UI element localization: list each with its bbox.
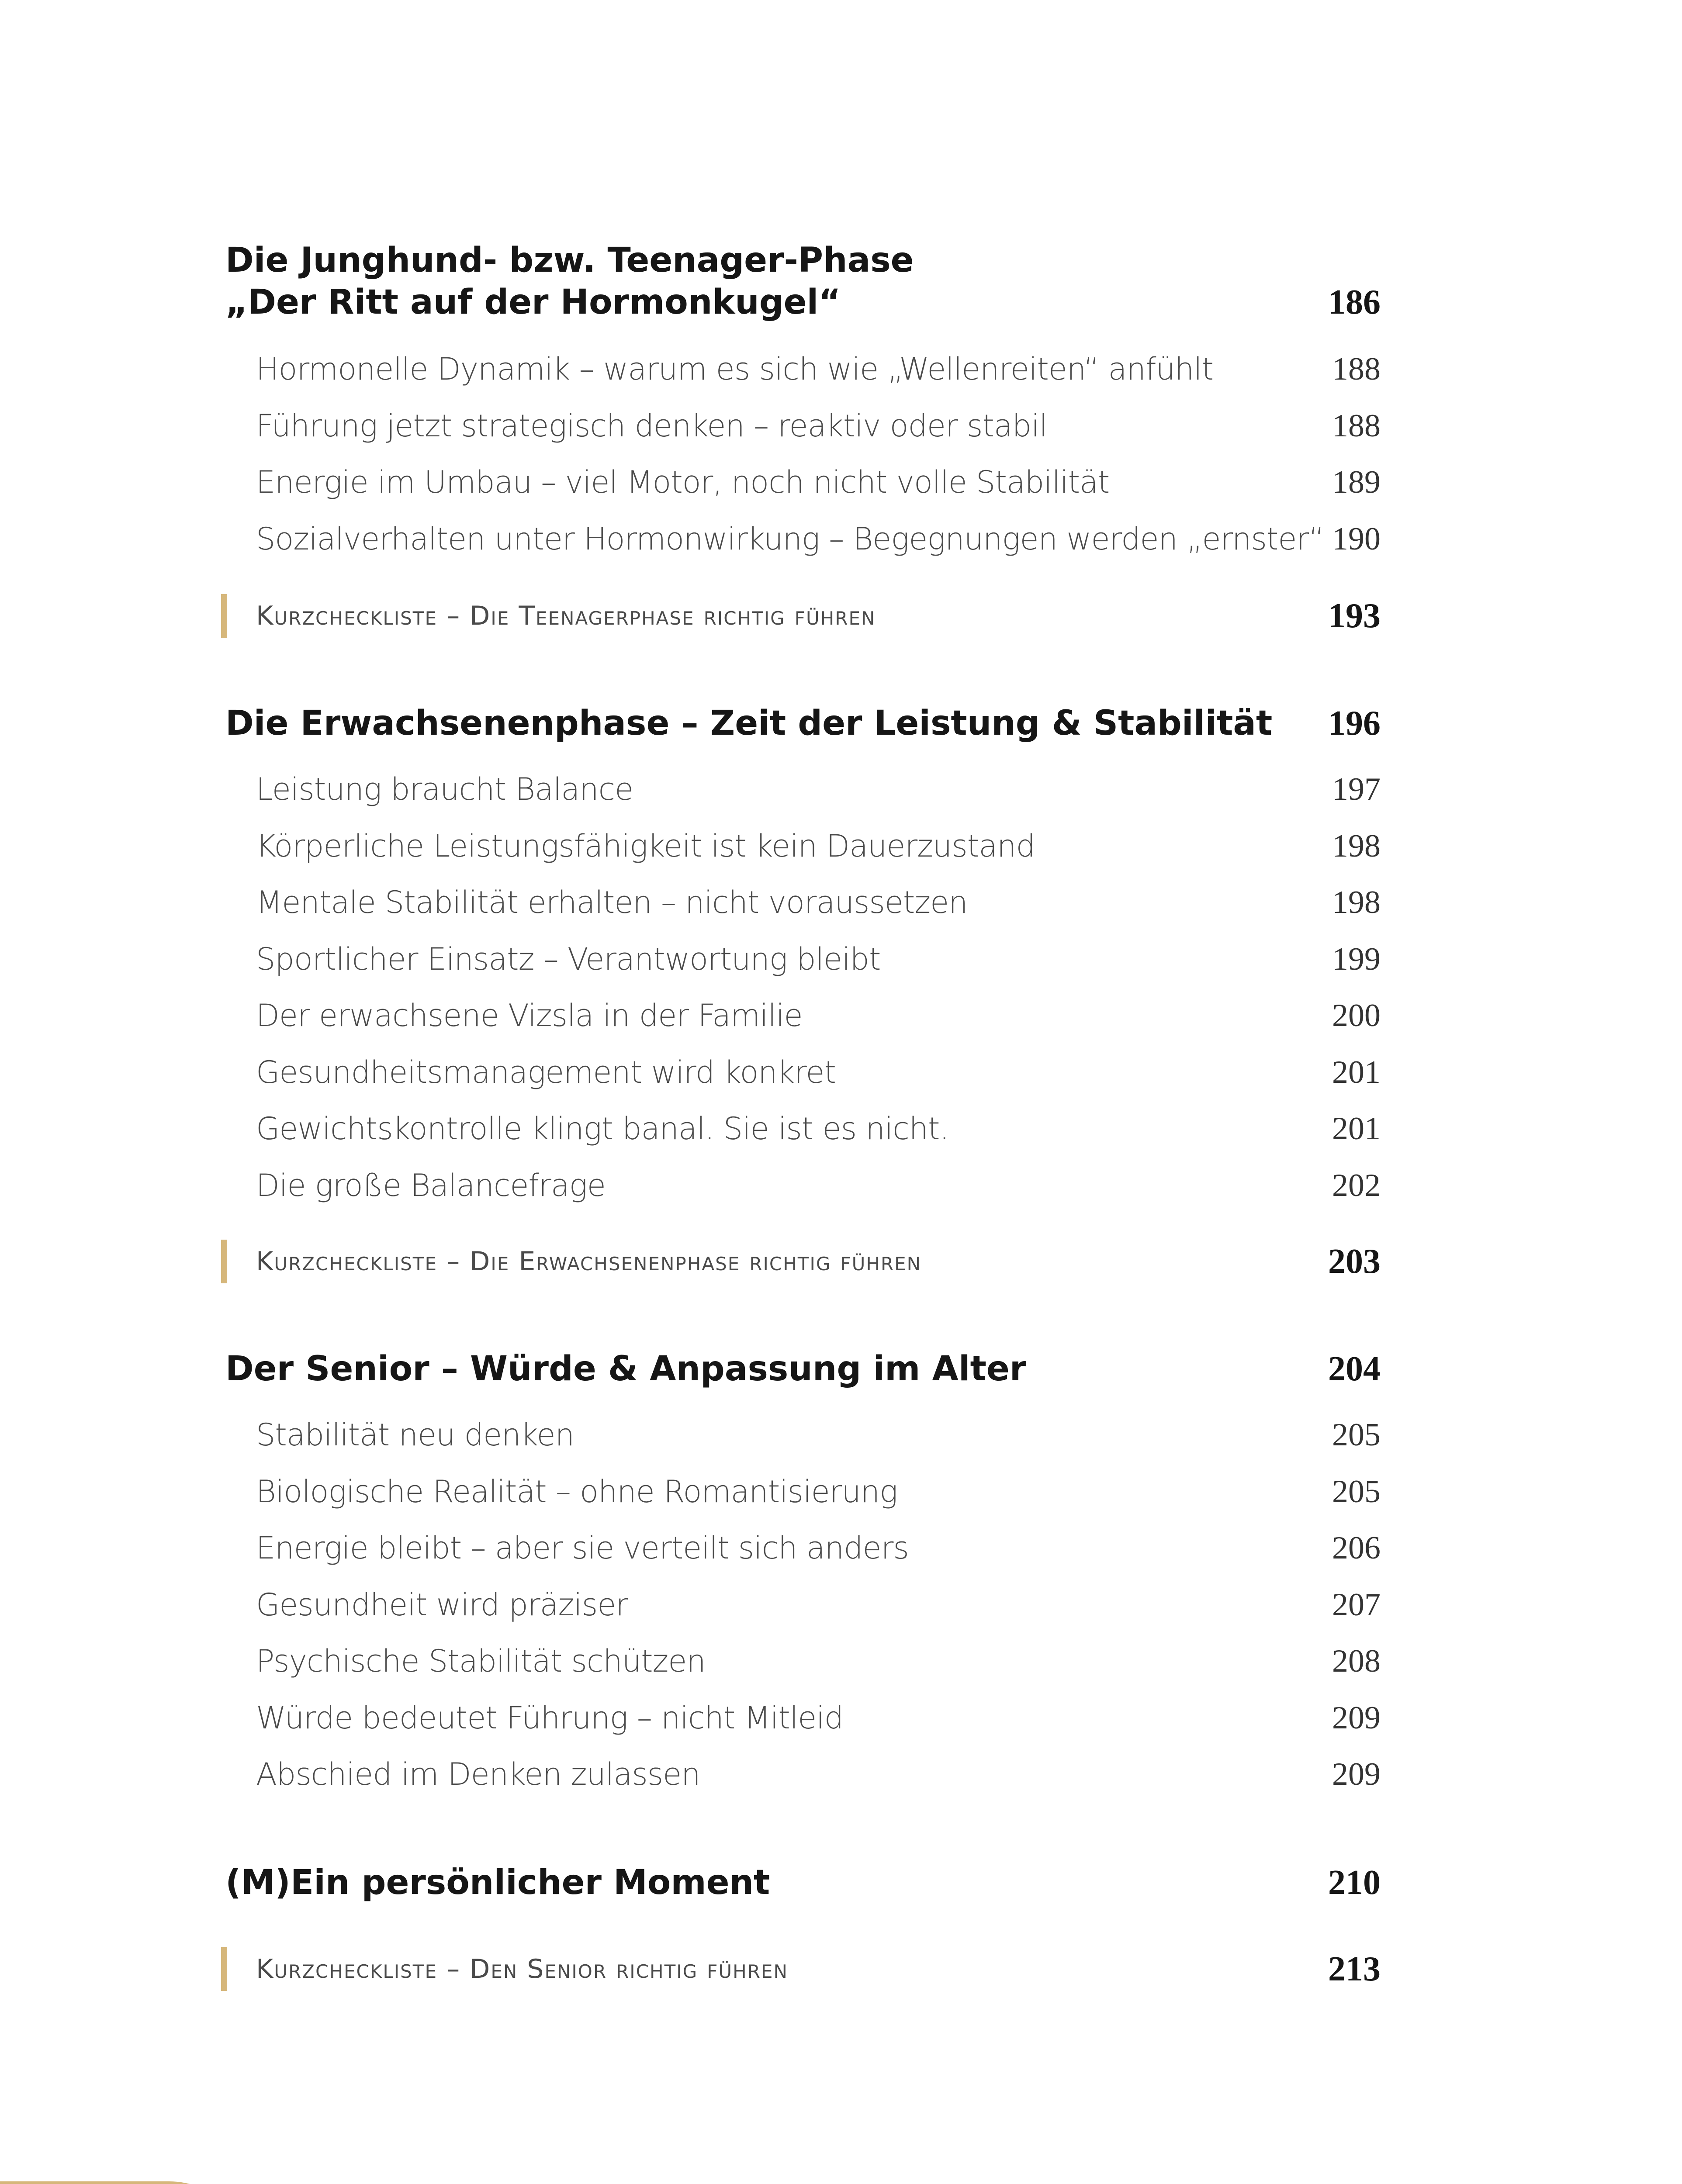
chapter-title: Die Erwachsenenphase – Zeit der Leistung & Stabilität [225, 704, 1273, 743]
subsection-page-number: 190 [1332, 521, 1381, 557]
chapter-title: (M)Ein persönlicher Moment [225, 1863, 770, 1902]
subsection-title: Die große Balancefrage [256, 1168, 606, 1203]
subsection-title: Mentale Stabilität erhalten – nicht voraussetzen [256, 885, 968, 920]
subsection-page-number: 198 [1332, 885, 1381, 920]
subsection-title: Abschied im Denken zulassen [256, 1756, 700, 1792]
checklist-accent-bar [221, 594, 227, 638]
subsection-page-number: 202 [1332, 1168, 1381, 1203]
subsection-page-number: 207 [1332, 1587, 1381, 1623]
chapter-page-number: 210 [1328, 1863, 1381, 1902]
checklist-title: Kurzcheckliste – Die Erwachsenenphase richtig führen [256, 1246, 922, 1277]
subsection-page-number: 197 [1332, 771, 1381, 807]
subsection-title: Energie bleibt – aber sie verteilt sich anders [256, 1530, 909, 1566]
subsection-page-number: 201 [1332, 1111, 1381, 1147]
subsection-page-number: 201 [1332, 1054, 1381, 1090]
subsection-title: Gesundheitsmanagement wird konkret [256, 1054, 836, 1090]
subsection-title: Biologische Realität – ohne Romantisierung [256, 1474, 898, 1510]
subsection-title: Sportlicher Einsatz – Verantwortung bleibt [256, 941, 881, 977]
checklist-title: Kurzcheckliste – Den Senior richtig führen [256, 1954, 788, 1984]
checklist-page-number: 193 [1328, 597, 1381, 635]
chapter-page-number: 204 [1328, 1350, 1381, 1388]
checklist-page-number: 203 [1328, 1242, 1381, 1281]
subsection-page-number: 189 [1332, 464, 1381, 500]
subsection-title: Hormonelle Dynamik – warum es sich wie „Wellenreiten“ anfühlt [256, 351, 1214, 387]
subsection-page-number: 200 [1332, 998, 1381, 1033]
subsection-title: Körperliche Leistungsfähigkeit ist kein Dauerzustand [256, 828, 1035, 864]
chapter-title: Die Junghund- bzw. Teenager-Phase [225, 241, 914, 280]
chapter-title: Der Senior – Würde & Anpassung im Alter [225, 1349, 1027, 1389]
subsection-title: Sozialverhalten unter Hormonwirkung – Begegnungen werden „ernster“ [256, 521, 1324, 557]
chapter-title-line2: „Der Ritt auf der Hormonkugel“ [225, 283, 841, 322]
subsection-title: Würde bedeutet Führung – nicht Mitleid [256, 1700, 844, 1736]
subsection-page-number: 198 [1332, 828, 1381, 864]
subsection-page-number: 208 [1332, 1643, 1381, 1679]
checklist-accent-bar [221, 1240, 227, 1283]
subsection-title: Führung jetzt strategisch denken – reaktiv oder stabil [256, 408, 1048, 444]
subsection-title: Psychische Stabilität schützen [256, 1643, 706, 1679]
subsection-page-number: 206 [1332, 1530, 1381, 1566]
chapter-page-number: 196 [1328, 704, 1381, 743]
subsection-title: Der erwachsene Vizsla in der Familie [256, 998, 803, 1033]
subsection-page-number: 199 [1332, 941, 1381, 977]
subsection-title: Gesundheit wird präziser [256, 1587, 628, 1623]
chapter-page-number: 186 [1328, 283, 1381, 321]
subsection-page-number: 209 [1332, 1700, 1381, 1736]
checklist-page-number: 213 [1328, 1950, 1381, 1988]
subsection-title: Gewichtskontrolle klingt banal. Sie ist es nicht. [256, 1111, 949, 1147]
subsection-title: Energie im Umbau – viel Motor, noch nicht volle Stabilität [256, 464, 1110, 500]
subsection-page-number: 188 [1332, 351, 1381, 387]
subsection-page-number: 205 [1332, 1417, 1381, 1453]
subsection-title: Stabilität neu denken [256, 1417, 574, 1453]
subsection-page-number: 205 [1332, 1474, 1381, 1510]
checklist-title: Kurzcheckliste – Die Teenagerphase richtig führen [256, 601, 876, 631]
subsection-page-number: 188 [1332, 408, 1381, 444]
subsection-title: Leistung braucht Balance [256, 771, 633, 807]
checklist-accent-bar [221, 1947, 227, 1991]
subsection-page-number: 209 [1332, 1756, 1381, 1792]
